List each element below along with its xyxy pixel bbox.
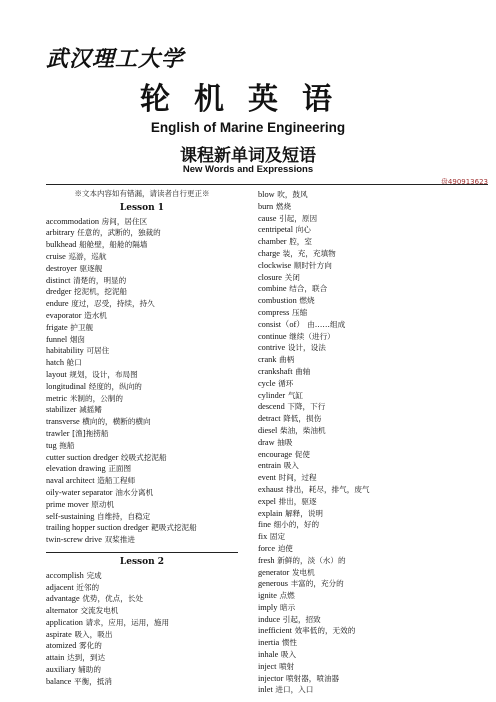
vocab-meaning: 进口，入口 xyxy=(275,685,314,695)
vocab-word: prime mover xyxy=(46,499,89,509)
page-subtitle-cn: 课程新单词及短语 xyxy=(180,146,316,166)
vocab-meaning: 时间，过程 xyxy=(278,473,317,483)
vocab-meaning: 船舱壁，船舱的隔墙 xyxy=(79,240,148,250)
vocab-meaning: 优势，优点，长处 xyxy=(82,594,144,604)
vocab-meaning: 由……组成 xyxy=(307,319,346,329)
vocab-entry xyxy=(258,283,490,295)
vocab-entry xyxy=(46,664,238,676)
vocab-meaning: 耙吸式挖泥船 xyxy=(151,523,197,533)
vocab-meaning: 吸入 xyxy=(280,650,297,660)
vocab-word: attain xyxy=(46,653,65,663)
vocab-meaning: 曲柄 xyxy=(279,355,295,365)
vocab-word: longitudinal xyxy=(46,381,87,391)
vocab-meaning: 结合，联合 xyxy=(289,284,328,294)
vocab-word: transverse xyxy=(46,417,80,427)
vocab-entry xyxy=(258,531,490,543)
vocab-word: chamber xyxy=(258,237,287,247)
vocab-entry xyxy=(258,236,490,248)
vocab-word: generous xyxy=(258,579,288,589)
vocab-meaning: 压缩 xyxy=(291,307,308,317)
vocab-word: destroyer xyxy=(46,263,77,273)
vocab-word: inject xyxy=(258,661,277,671)
lesson-2-word-list-continued xyxy=(258,189,490,696)
vocab-word: exhaust xyxy=(258,484,284,494)
vocab-entry xyxy=(258,342,490,354)
vocab-word: inefficient xyxy=(258,626,292,636)
vocab-entry xyxy=(46,593,238,605)
vocab-entry xyxy=(258,484,490,496)
vocab-meaning: 造船工程师 xyxy=(97,476,136,486)
page-subtitle-en: New Words and Expressions xyxy=(182,164,314,175)
vocab-entry xyxy=(46,676,238,688)
vocab-entry xyxy=(46,570,238,582)
vocab-entry xyxy=(46,617,238,629)
vocab-meaning: 向心 xyxy=(295,225,311,235)
vocab-meaning: 惯性 xyxy=(281,638,298,648)
vocab-word: adjacent xyxy=(46,582,74,592)
vocab-entry xyxy=(258,684,490,696)
vocab-word: cruise xyxy=(46,251,66,261)
right-column xyxy=(258,189,490,696)
lesson-divider xyxy=(46,552,238,553)
vocab-meaning: 迫使 xyxy=(277,543,293,553)
vocab-meaning: 下降，下行 xyxy=(287,402,326,412)
watermark-text: 盘490913623 xyxy=(440,178,488,186)
vocab-meaning: 自维持，自稳定 xyxy=(97,511,151,521)
vocab-entry xyxy=(46,334,238,346)
vocab-word: inlet xyxy=(258,685,273,695)
vocab-word: generator xyxy=(258,567,290,577)
vocab-entry xyxy=(258,449,490,461)
vocab-meaning: 平衡，抵消 xyxy=(73,676,112,686)
vocab-entry xyxy=(46,251,238,263)
vocab-word: continue xyxy=(258,331,287,341)
vocab-word: crankshaft xyxy=(258,366,293,376)
vocab-word: contrive xyxy=(258,343,286,353)
vocab-entry xyxy=(258,331,490,343)
vocab-meaning: 达到，到达 xyxy=(67,653,106,663)
vocab-entry xyxy=(258,354,490,366)
vocab-meaning: 清楚的，明显的 xyxy=(73,275,127,285)
vocab-entry xyxy=(46,381,238,393)
vocab-entry xyxy=(46,534,238,546)
vocab-meaning: 顺时针方向 xyxy=(293,260,332,270)
lesson-2-word-list xyxy=(46,570,238,688)
vocab-entry xyxy=(258,543,490,555)
vocab-word: entrain xyxy=(258,461,282,471)
vocab-meaning: 米制的，公制的 xyxy=(69,393,123,403)
vocab-entry xyxy=(258,390,490,402)
vocab-word: event xyxy=(258,473,276,483)
vocab-meaning: 正面图 xyxy=(108,464,132,474)
vocab-entry xyxy=(46,286,238,298)
vocab-entry xyxy=(46,298,238,310)
vocab-entry xyxy=(258,637,490,649)
vocab-entry xyxy=(258,307,490,319)
vocab-meaning: 发电机 xyxy=(291,567,315,577)
vocab-meaning: 细小的，好的 xyxy=(273,520,320,530)
vocab-word: auxiliary xyxy=(46,665,76,675)
vocab-meaning: 降低，损伤 xyxy=(283,414,322,424)
vocab-entry xyxy=(46,475,238,487)
vocab-meaning: 油水分离机 xyxy=(115,487,154,497)
vocab-meaning: 烟囱 xyxy=(69,334,86,344)
vocab-entry xyxy=(258,590,490,602)
vocab-meaning: 驱逐舰 xyxy=(79,263,103,273)
vocab-entry xyxy=(46,522,238,534)
vocab-word: induce xyxy=(258,614,281,624)
vocab-entry xyxy=(258,437,490,449)
vocab-meaning: 度过，忍受，持续，持久 xyxy=(71,299,155,309)
vocab-word: fresh xyxy=(258,555,275,565)
vocab-word: advantage xyxy=(46,594,80,604)
vocab-word: evaporator xyxy=(46,310,82,320)
vocab-word: trailing hopper suction dredger xyxy=(46,523,149,533)
vocab-entry xyxy=(46,393,238,405)
vocab-entry xyxy=(258,401,490,413)
vocab-meaning: 横向的，横断的横向 xyxy=(82,417,151,427)
vocab-word: clockwise xyxy=(258,260,292,270)
vocab-word: combustion xyxy=(258,296,297,306)
vocab-word: draw xyxy=(258,437,275,447)
vocab-word: alternator xyxy=(46,606,78,616)
vocab-word: force xyxy=(258,543,276,553)
vocab-entry xyxy=(46,227,238,239)
vocab-meaning: 吸入，吸出 xyxy=(74,629,113,639)
vocab-meaning: 房间，居住区 xyxy=(101,216,148,226)
vocab-entry xyxy=(258,625,490,637)
vocab-entry xyxy=(258,508,490,520)
vocab-meaning: 喷射器，喷油器 xyxy=(285,673,340,683)
vocab-entry xyxy=(258,272,490,284)
vocab-word: injector xyxy=(258,673,284,683)
vocab-meaning: 腔，室 xyxy=(289,237,312,247)
vocab-word: endure xyxy=(46,299,69,309)
vocab-entry xyxy=(258,319,490,331)
vocab-entry xyxy=(46,511,238,523)
page-title-cn: 轮机英语 xyxy=(140,82,356,117)
vocab-meaning: 曲轴 xyxy=(295,366,311,376)
vocab-entry xyxy=(258,213,490,225)
vocab-entry xyxy=(258,472,490,484)
vocab-word: aspirate xyxy=(46,629,72,639)
vocab-entry xyxy=(46,322,238,334)
vocab-entry xyxy=(46,629,238,641)
vocab-meaning: 循环 xyxy=(278,378,294,388)
vocab-entry xyxy=(258,555,490,567)
vocab-word: diesel xyxy=(258,425,278,435)
vocab-word: compress xyxy=(258,307,290,317)
vocab-word: twin-screw drive xyxy=(46,535,102,545)
vocab-meaning: 经度的，纵向的 xyxy=(88,381,142,391)
vocab-meaning: 促使 xyxy=(294,449,310,459)
vocab-entry xyxy=(46,216,238,228)
vocab-meaning: 造水机 xyxy=(84,310,107,320)
vocab-meaning: 任意的，武断的，独裁的 xyxy=(77,228,161,238)
vocab-word: application xyxy=(46,617,83,627)
vocab-meaning: 引起，原因 xyxy=(279,213,318,223)
vocab-meaning: 雾化的 xyxy=(79,641,102,651)
vocab-word: charge xyxy=(258,248,280,258)
vocab-meaning: 抽吸 xyxy=(277,437,293,447)
page-title-en: English of Marine Engineering xyxy=(150,120,346,135)
vocab-entry xyxy=(258,378,490,390)
vocab-entry xyxy=(258,614,490,626)
vocab-meaning: 气缸 xyxy=(287,390,304,400)
vocab-entry xyxy=(46,404,238,416)
vocab-meaning: 请求，应用，运用，施用 xyxy=(85,617,170,627)
vocab-meaning: 关闭 xyxy=(284,272,300,282)
vocab-entry xyxy=(46,275,238,287)
vocab-word: hatch xyxy=(46,358,64,368)
vocab-meaning: 效率低的，无效的 xyxy=(294,626,356,636)
vocab-meaning: 减摇鳍 xyxy=(79,405,102,415)
vocab-entry xyxy=(258,602,490,614)
vocab-word: fine xyxy=(258,520,271,530)
vocab-meaning: 引起，招致 xyxy=(282,614,321,624)
vocab-word: accomplish xyxy=(46,570,84,580)
vocab-entry xyxy=(46,499,238,511)
vocab-entry xyxy=(46,369,238,381)
lesson-2-heading: Lesson 2 xyxy=(119,556,165,567)
vocab-entry xyxy=(46,239,238,251)
vocab-entry xyxy=(258,413,490,425)
vocab-meaning: 点燃 xyxy=(279,591,295,601)
vocab-meaning: 吸入 xyxy=(283,461,299,471)
vocab-word: naval architect xyxy=(46,476,95,486)
vocab-entry xyxy=(258,366,490,378)
vocab-meaning: 丰富的，充分的 xyxy=(290,579,344,589)
vocab-entry xyxy=(258,661,490,673)
vocab-entry xyxy=(46,605,238,617)
vocab-meaning: 吹，鼓风 xyxy=(277,190,308,199)
vocab-entry xyxy=(258,248,490,260)
vocab-meaning: 近邻的 xyxy=(76,582,100,592)
vocab-word: expel xyxy=(258,496,276,506)
vocab-entry xyxy=(258,224,490,236)
university-logo: 武汉理工大学 xyxy=(46,46,185,72)
vocab-word: crank xyxy=(258,355,277,365)
lesson-1-heading: Lesson 1 xyxy=(119,202,165,213)
vocab-word: inhale xyxy=(258,650,279,660)
vocab-entry xyxy=(258,567,490,579)
vocab-word: centripetal xyxy=(258,225,294,235)
vocab-word: accommodation xyxy=(46,216,99,226)
vocab-meaning: 喷射 xyxy=(279,661,295,671)
vocab-word: self-sustaining xyxy=(46,511,95,521)
vocab-word: ignite xyxy=(258,591,277,601)
vocab-meaning: 继续（进行） xyxy=(289,331,335,341)
vocab-entry xyxy=(46,487,238,499)
lesson-1-word-list xyxy=(46,216,238,546)
vocab-word: combine xyxy=(258,284,287,294)
vocab-word: descend xyxy=(258,402,285,412)
vocab-word: explain xyxy=(258,508,283,518)
vocab-meaning: 解释，说明 xyxy=(285,508,324,518)
vocab-word: frigate xyxy=(46,322,68,332)
vocab-meaning: 排出，驱逐 xyxy=(278,496,317,506)
vocab-entry xyxy=(46,463,238,475)
vocab-entry xyxy=(46,428,238,440)
vocab-word: atomized xyxy=(46,641,77,651)
vocab-meaning: 设计，设法 xyxy=(287,343,326,353)
vocab-meaning: 交流发电机 xyxy=(80,606,119,616)
vocab-word: stabilizer xyxy=(46,405,77,415)
vocab-word: elevation drawing xyxy=(46,464,106,474)
vocab-entry xyxy=(258,295,490,307)
vocab-word: cycle xyxy=(258,378,276,388)
vocab-entry xyxy=(46,345,238,357)
vocab-word: tug xyxy=(46,440,57,450)
vocab-word: metric xyxy=(46,393,68,403)
vocab-word: consist（of） xyxy=(258,319,305,329)
vocab-word: layout xyxy=(46,369,67,379)
vocab-word: burn xyxy=(258,201,274,211)
vocab-meaning: 巡游，巡航 xyxy=(68,251,107,261)
vocab-word: funnel xyxy=(46,334,68,344)
vocab-meaning: 绞吸式挖泥船 xyxy=(120,452,167,462)
vocab-entry xyxy=(46,652,238,664)
vocab-meaning: 拖船 xyxy=(59,440,75,450)
header-divider xyxy=(46,184,488,185)
vocab-word: closure xyxy=(258,272,282,282)
vocab-word: detract xyxy=(258,414,281,424)
vocab-entry xyxy=(258,496,490,508)
vocab-entry xyxy=(258,649,490,661)
vocab-word: distinct xyxy=(46,275,71,285)
vocab-meaning: 规划，设计，布局图 xyxy=(69,369,138,379)
vocab-entry xyxy=(258,425,490,437)
vocab-meaning: 装，充，充填物 xyxy=(282,248,336,258)
vocab-meaning: 燃烧 xyxy=(299,296,315,306)
vocab-entry xyxy=(46,440,238,452)
vocab-meaning: 新鲜的，淡（水）的 xyxy=(277,555,346,565)
vocab-entry xyxy=(46,357,238,369)
vocab-word: habitability xyxy=(46,346,84,356)
vocab-word: imply xyxy=(258,602,278,612)
vocab-meaning: 挖泥机，挖泥船 xyxy=(73,287,128,297)
vocab-meaning: 排出，耗尽，排气，废气 xyxy=(286,484,370,494)
vocab-entry xyxy=(258,201,490,213)
vocab-entry xyxy=(258,260,490,272)
vocab-word: arbitrary xyxy=(46,228,75,238)
vocab-meaning: 可居住 xyxy=(86,346,110,356)
vocab-meaning: 柴油，柴油机 xyxy=(280,425,326,435)
vocab-word: blow xyxy=(258,190,275,199)
vocab-word: fix xyxy=(258,532,268,542)
vocab-entry xyxy=(258,578,490,590)
vocab-word: dredger xyxy=(46,287,72,297)
vocab-entry xyxy=(258,189,490,201)
vocab-entry xyxy=(46,310,238,322)
vocab-meaning: 护卫舰 xyxy=(70,322,94,332)
vocab-meaning: 完成 xyxy=(86,570,102,580)
vocab-word: cutter suction dredger xyxy=(46,452,119,462)
vocab-meaning: 暗示 xyxy=(280,602,296,612)
vocab-meaning: [渔]拖捞船 xyxy=(72,428,109,438)
vocab-word: cylinder xyxy=(258,390,286,400)
vocab-word: trawler xyxy=(46,428,70,438)
vocab-meaning: 舱口 xyxy=(66,358,82,368)
vocab-meaning: 燃烧 xyxy=(275,201,292,211)
vocab-meaning: 原动机 xyxy=(91,499,115,509)
vocab-entry xyxy=(258,460,490,472)
vocab-word: balance xyxy=(46,676,72,686)
vocab-entry xyxy=(258,519,490,531)
vocab-word: encourage xyxy=(258,449,293,459)
vocab-entry xyxy=(46,416,238,428)
vocab-meaning: 双桨推进 xyxy=(104,535,135,545)
vocab-meaning: 辅助的 xyxy=(78,665,101,675)
vocab-entry xyxy=(46,263,238,275)
vocab-entry xyxy=(46,452,238,464)
vocab-entry xyxy=(258,673,490,685)
errata-note: ※文本内容如有错漏，请读者自行更正※ xyxy=(74,189,210,198)
vocab-entry xyxy=(46,582,238,594)
vocab-word: oily-water separator xyxy=(46,487,113,497)
left-column xyxy=(46,189,238,688)
vocab-word: cause xyxy=(258,213,277,223)
vocab-word: bulkhead xyxy=(46,240,77,250)
vocab-word: inertia xyxy=(258,638,280,648)
vocab-meaning: 固定 xyxy=(269,532,286,542)
vocab-entry xyxy=(46,640,238,652)
